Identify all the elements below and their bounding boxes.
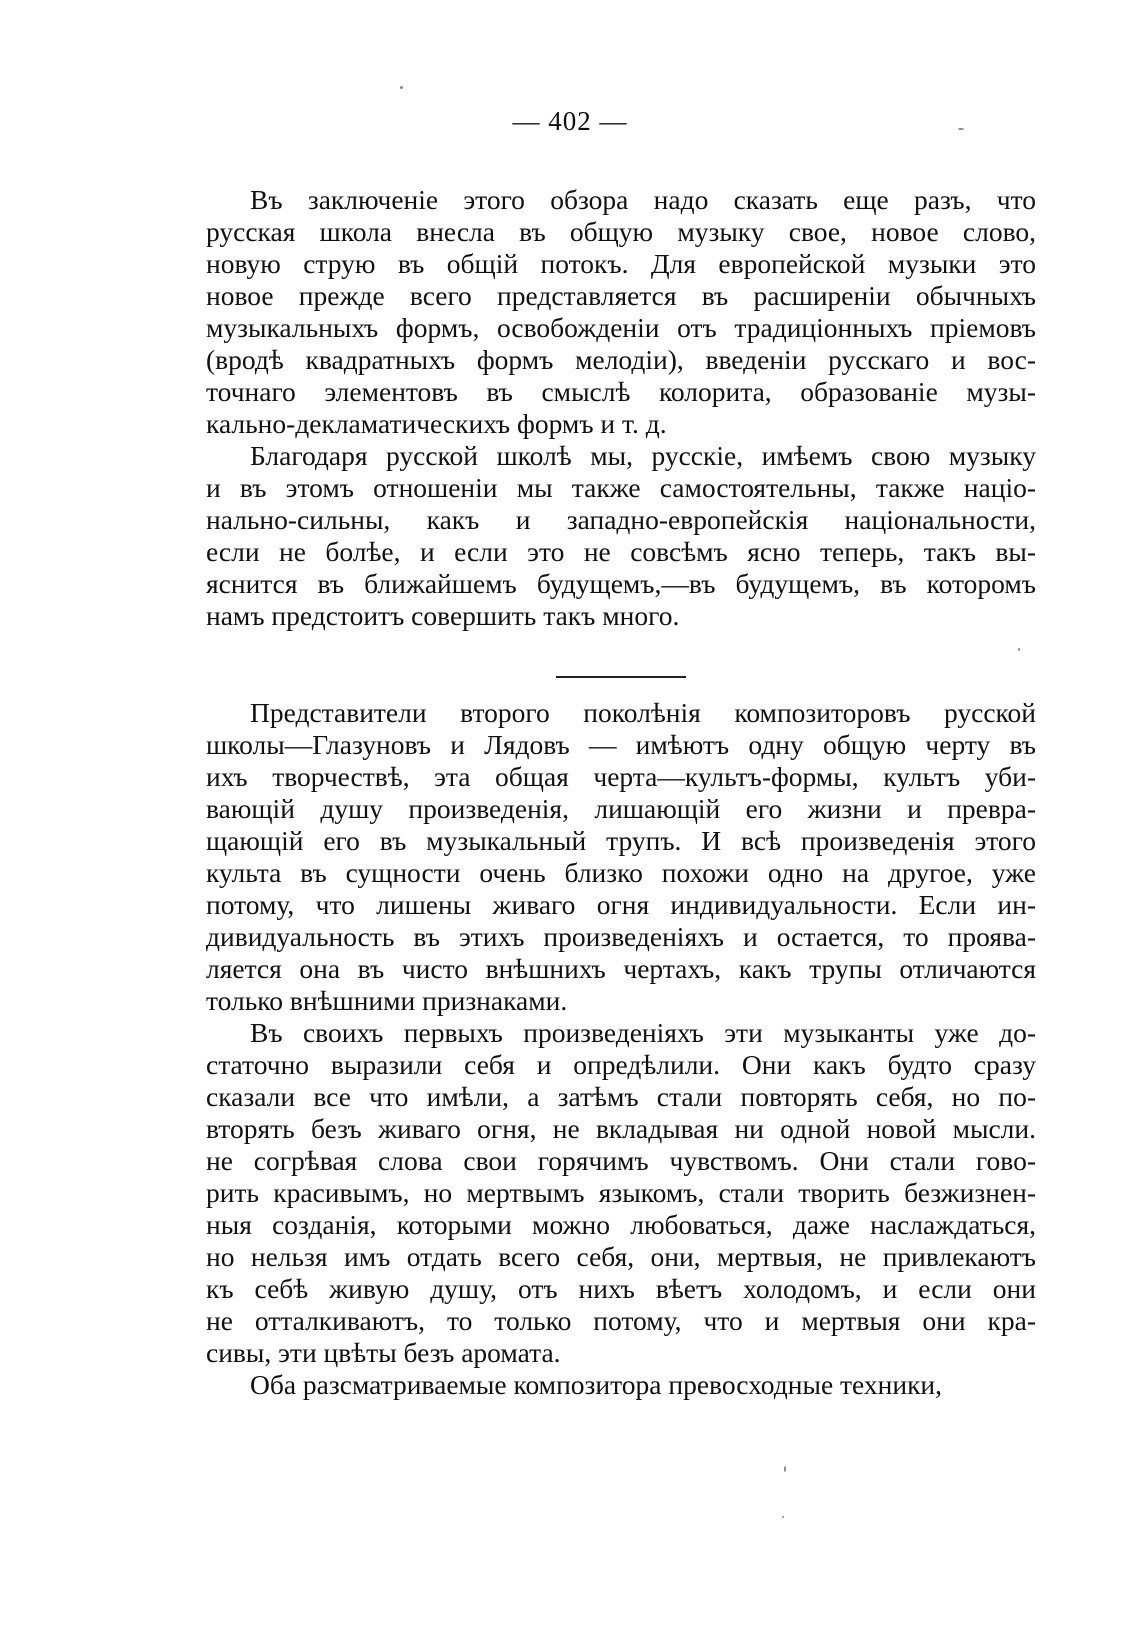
text-line: ихъ творчествѣ, эта общая черта—культъ-формы, культъ уби-: [206, 761, 1036, 792]
text-line: вающій душу произведенія, лишающій его жизни и превра-: [206, 793, 1036, 824]
text-line: щающій его въ музыкальный трупъ. И всѣ произведенія этого: [206, 825, 1036, 856]
paragraph: [206, 697, 1036, 1017]
text-line: новую струю въ общій потокъ. Для европейской музыки это: [206, 248, 1036, 279]
text-line: только внѣшними признаками.: [206, 985, 568, 1016]
paragraph: [206, 184, 1036, 440]
text-line: намъ предстоитъ совершить такъ много.: [206, 600, 680, 631]
text-line: сивы, эти цвѣты безъ аромата.: [206, 1337, 561, 1368]
section-second-generation: [206, 697, 1036, 1401]
paragraph: [206, 1017, 1036, 1369]
text-line: культа въ сущности очень близко похожи одно на другое, уже: [206, 857, 1036, 888]
text-line: вторять безъ живаго огня, не вкладывая ни одной новой мысли.: [206, 1113, 1036, 1144]
text-line: (вродѣ квадратныхъ формъ мелодіи), введеніи русскаго и вос-: [206, 344, 1036, 375]
page-number: — 402 —: [512, 106, 628, 136]
paragraph: [206, 1369, 1036, 1401]
text-line: рить красивымъ, но мертвымъ языкомъ, стали творить безжизнен-: [206, 1177, 1036, 1208]
text-line: если не болѣе, и если это не совсѣмъ ясно теперь, такъ вы-: [206, 536, 1036, 567]
text-line: статочно выразили себя и опредѣлили. Они какъ будто сразу: [206, 1049, 1036, 1080]
text-line: русская школа внесла въ общую музыку свое, новое слово,: [206, 216, 1036, 247]
text-line: но нельзя имъ отдать всего себя, они, мертвыя, не привлекаютъ: [206, 1241, 1036, 1272]
scan-speck: [958, 128, 964, 130]
text-line: школы—Глазуновъ и Лядовъ — имѣютъ одну общую черту въ: [206, 729, 1036, 760]
text-line: не отталкиваютъ, то только потому, что и мертвыя они кра-: [206, 1305, 1036, 1336]
text-line: кально-декламатическихъ формъ и т. д.: [206, 408, 667, 439]
scan-speck: [1018, 648, 1020, 651]
text-line: ляется она въ чисто внѣшнихъ чертахъ, какъ трупы отличаются: [206, 953, 1036, 984]
text-line: Въ заключеніе этого обзора надо сказать еще разъ, что: [250, 184, 1036, 215]
scan-speck: [784, 1466, 786, 1472]
text-line: точнаго элементовъ въ смыслѣ колорита, образованіе музы-: [206, 376, 1036, 407]
text-line: Оба разсматриваемые композитора превосходные техники,: [250, 1369, 943, 1400]
text-line: къ себѣ живую душу, отъ нихъ вѣетъ холодомъ, и если они: [206, 1273, 1036, 1304]
text-line: новое прежде всего представляется въ расширеніи обычныхъ: [206, 280, 1036, 311]
scan-speck: [400, 86, 403, 89]
text-line: дивидуальность въ этихъ произведеніяхъ и остается, то проява-: [206, 921, 1036, 952]
text-line: музыкальныхъ формъ, освобожденіи отъ традиціонныхъ пріемовъ: [206, 312, 1036, 343]
text-line: нально-сильны, какъ и западно-европейскія національности,: [206, 504, 1036, 535]
text-line: Въ своихъ первыхъ произведеніяхъ эти музыканты уже до-: [250, 1017, 1036, 1048]
text-line: и въ этомъ отношеніи мы также самостоятельны, также націо-: [206, 472, 1036, 503]
text-line: Благодаря русской школѣ мы, русскіе, имѣемъ свою музыку: [250, 440, 1036, 471]
paragraph: [206, 440, 1036, 632]
text-line: ныя созданія, которыми можно любоваться, даже наслаждаться,: [206, 1209, 1036, 1240]
text-line: не согрѣвая слова свои горячимъ чувствомъ. Они стали гово-: [206, 1145, 1036, 1176]
section-conclusion: [206, 184, 1036, 632]
text-line: яснится въ ближайшемъ будущемъ,—въ будущемъ, въ которомъ: [206, 568, 1036, 599]
text-line: потому, что лишены живаго огня индивидуальности. Если ин-: [206, 889, 1036, 920]
text-line: сказали все что имѣли, а затѣмъ стали повторять себя, но по-: [206, 1081, 1036, 1112]
text-line: Представители второго поколѣнія композиторовъ русской: [250, 697, 1036, 728]
section-divider: [556, 676, 686, 678]
scan-speck: [782, 1516, 784, 1518]
